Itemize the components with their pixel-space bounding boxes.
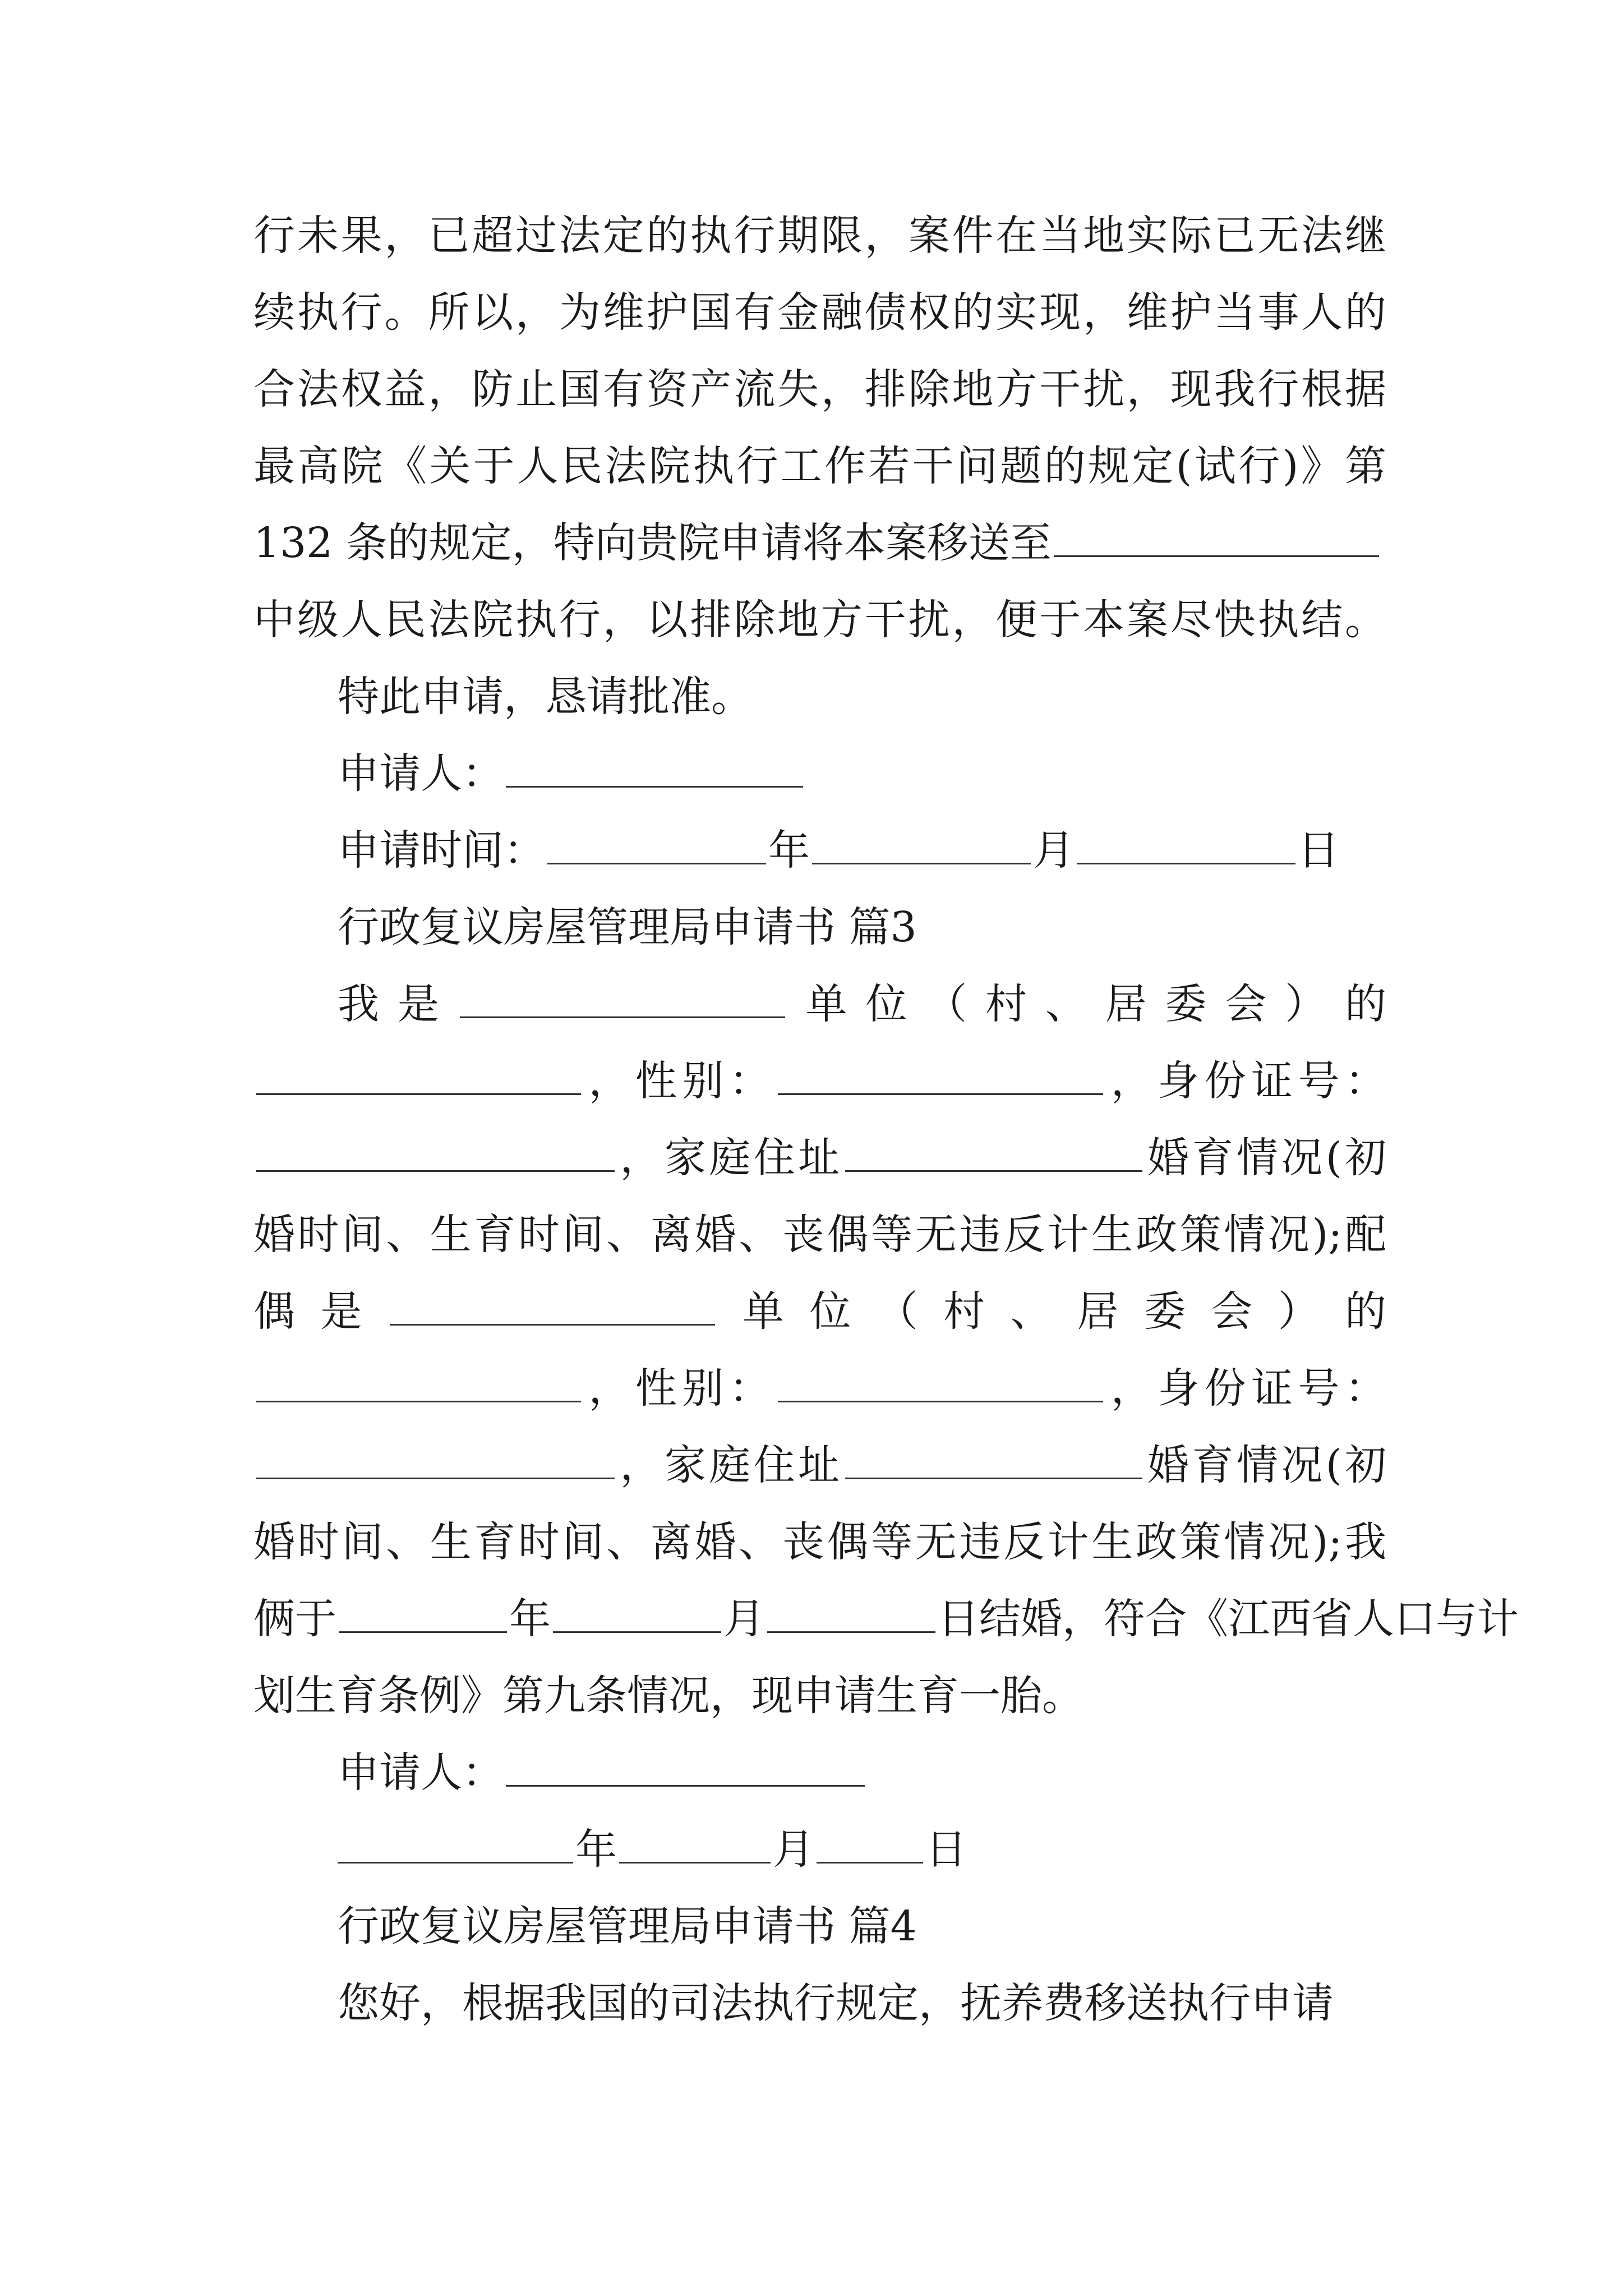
paragraph-line-with-blank bbox=[253, 509, 1386, 577]
form-line bbox=[338, 970, 1386, 1038]
month-unit: 月 bbox=[723, 1595, 765, 1643]
form-line bbox=[253, 1432, 1386, 1499]
paragraph-line: 您好，根据我国的司法执行规定，抚养费移送执行申请 bbox=[338, 1979, 1334, 2027]
month-unit: 月 bbox=[1033, 826, 1075, 875]
address-label: ，家庭住址 bbox=[617, 1441, 843, 1489]
text-fragment: 偶是 bbox=[253, 1287, 388, 1336]
paragraph-text: 132 条的规定，特向贵院申请将本案移送至 bbox=[253, 519, 1052, 567]
address-blank[interactable] bbox=[845, 1131, 1142, 1172]
gender-label: ，性别： bbox=[583, 1057, 776, 1105]
month-blank[interactable] bbox=[619, 1823, 771, 1864]
year-blank[interactable] bbox=[547, 823, 766, 864]
marriage-label: 婚育情况(初 bbox=[1144, 1441, 1386, 1489]
applicant-label: 申请人： bbox=[338, 749, 504, 798]
day-unit: 日 bbox=[1298, 826, 1339, 875]
applicant-blank[interactable] bbox=[506, 1746, 865, 1787]
paragraph-line: 婚时间、生育时间、离婚、丧偶等无违反计生政策情况);配 bbox=[253, 1211, 1386, 1259]
signature-date-row bbox=[338, 1816, 1470, 1883]
month-blank[interactable] bbox=[812, 823, 1031, 864]
gender-blank[interactable] bbox=[778, 1054, 1103, 1095]
form-line bbox=[253, 1047, 1386, 1115]
form-line bbox=[253, 1124, 1386, 1191]
text-fragment: 俩于 bbox=[253, 1595, 336, 1643]
section-title: 行政复议房屋管理局申请书 篇3 bbox=[338, 903, 917, 951]
applicant-row bbox=[338, 740, 1470, 807]
paragraph-line: 行未果，已超过法定的执行期限，案件在当地实际已无法继 bbox=[253, 211, 1386, 260]
form-line bbox=[253, 1355, 1386, 1422]
id-label: ，身份证号： bbox=[1105, 1364, 1387, 1412]
year-unit: 年 bbox=[575, 1825, 617, 1874]
applicant-blank[interactable] bbox=[506, 747, 803, 788]
text-fragment: 我是 bbox=[338, 980, 458, 1028]
spouse-unit-blank[interactable] bbox=[390, 1285, 715, 1326]
spouse-address-blank[interactable] bbox=[845, 1438, 1142, 1479]
applicant-row bbox=[338, 1739, 1470, 1806]
paragraph-line: 中级人民法院执行，以排除地方干扰，便于本案尽快执结。 bbox=[253, 596, 1386, 644]
text-fragment: 单位（村、居委会）的 bbox=[787, 980, 1387, 1028]
marriage-label: 婚育情况(初 bbox=[1144, 1134, 1386, 1182]
paragraph-line: 续执行。所以，为维护国有金融债权的实现，维护当事人的 bbox=[253, 288, 1386, 337]
day-blank[interactable] bbox=[1077, 823, 1295, 864]
spouse-name-blank[interactable] bbox=[256, 1361, 581, 1402]
paragraph-line: 最高院《关于人民法院执行工作若干问题的规定(试行)》第 bbox=[253, 442, 1386, 490]
id-number-blank[interactable] bbox=[256, 1131, 615, 1172]
paragraph-line: 划生育条例》第九条情况，现申请生育一胎。 bbox=[253, 1672, 1083, 1720]
text-fragment: 单位（村、居委会）的 bbox=[717, 1287, 1387, 1336]
paragraph-line: 婚时间、生育时间、离婚、丧偶等无违反计生政策情况);我 bbox=[253, 1518, 1386, 1566]
applicant-label: 申请人： bbox=[338, 1749, 504, 1797]
spouse-id-blank[interactable] bbox=[256, 1438, 615, 1479]
year-unit: 年 bbox=[509, 1595, 551, 1643]
form-line bbox=[253, 1585, 1519, 1653]
name-blank[interactable] bbox=[256, 1054, 581, 1095]
gender-label: ，性别： bbox=[583, 1364, 776, 1412]
marriage-year-blank[interactable] bbox=[339, 1592, 507, 1633]
id-label: ，身份证号： bbox=[1105, 1057, 1387, 1105]
paragraph-line: 合法权益，防止国有资产流失，排除地方干扰，现我行根据 bbox=[253, 365, 1386, 413]
closing-text: 特此申请，恳请批准。 bbox=[338, 673, 753, 721]
marriage-month-blank[interactable] bbox=[553, 1592, 721, 1633]
year-blank[interactable] bbox=[338, 1823, 573, 1864]
court-name-blank[interactable] bbox=[1054, 516, 1379, 557]
month-unit: 月 bbox=[773, 1825, 814, 1874]
section-title: 行政复议房屋管理局申请书 篇4 bbox=[338, 1902, 917, 1950]
date-label: 申请时间： bbox=[338, 826, 545, 875]
day-blank[interactable] bbox=[817, 1823, 923, 1864]
year-unit: 年 bbox=[768, 826, 810, 875]
unit-blank[interactable] bbox=[460, 977, 785, 1018]
marriage-day-blank[interactable] bbox=[767, 1592, 935, 1633]
spouse-gender-blank[interactable] bbox=[778, 1361, 1103, 1402]
form-line bbox=[253, 1278, 1386, 1345]
application-date-row bbox=[338, 817, 1470, 884]
address-label: ，家庭住址 bbox=[617, 1134, 843, 1182]
text-fragment: 日结婚，符合《江西省人口与计 bbox=[938, 1595, 1519, 1643]
day-unit: 日 bbox=[925, 1825, 967, 1874]
